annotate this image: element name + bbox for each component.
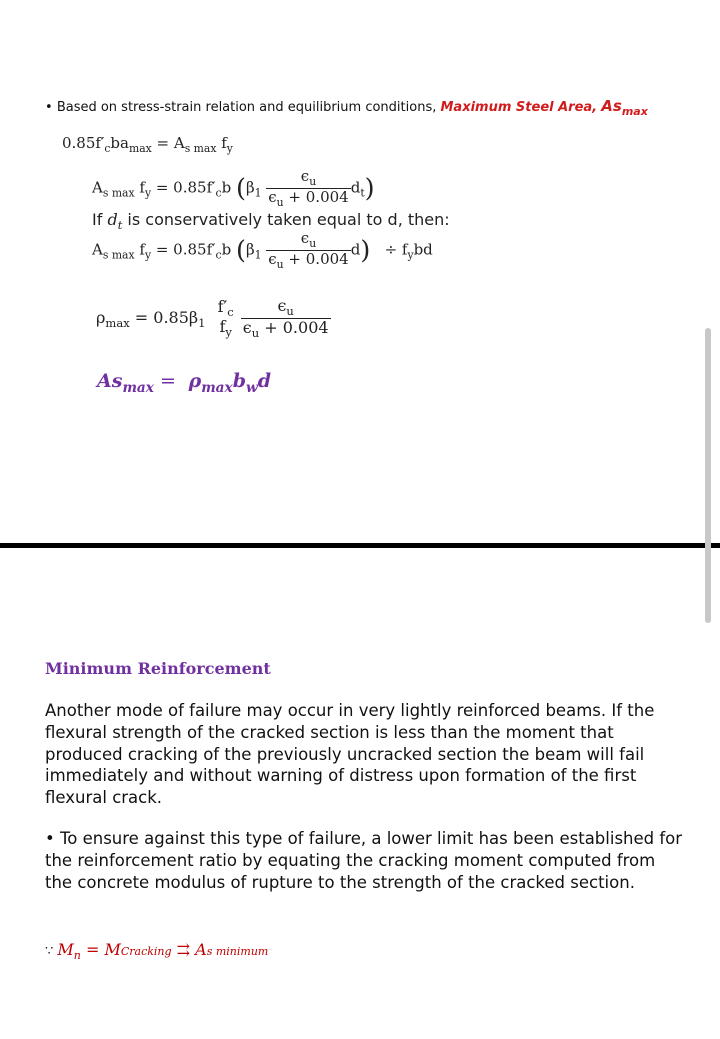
scrollbar-thumb[interactable] [705, 328, 711, 623]
section-heading: Minimum Reinforcement [45, 659, 271, 678]
failure-mode-paragraph: Another mode of failure may occur in very lightly reinforced beams. If the flexural strength of the cracked section is less than the moment that produced cracking of the previously uncracked section the beam will fail immediately and without warning of distress upon formation of the first flexural crack. [45, 701, 655, 808]
page-divider [0, 543, 720, 548]
intro-text: Based on stress-strain relation and equilibrium conditions, [56, 100, 437, 115]
strain-fraction: $\frac{\epsilon_u}{\epsilon_u + 0.004}$ [268, 167, 349, 209]
bullet-marker: • [45, 829, 55, 848]
as-max-symbol: $As_{max}$ [601, 97, 648, 118]
steel-force-equation-dt: $A_{s max}$ $f_y = 0.85f'_cb$ ($\beta_1$ $\frac{\epsilon_u}{\epsilon_u + 0.004}$ $d_t$) [92, 167, 375, 209]
intro-bullet [45, 97, 648, 118]
fc-fy-fraction: $f'_c$ $f_y$ [217, 296, 234, 340]
max-steel-area-label: Maximum Steel Area, [440, 100, 598, 115]
minimum-steel-condition: ∵ $M_n$ = MCracking ⇉ As minimum [45, 940, 269, 963]
strain-fraction: $\frac{\epsilon_u}{\epsilon_u + 0.004}$ [242, 296, 329, 341]
rho-max-equation: $\rho_{max} = 0.85\beta_1$ $f'_c$ $f_y$ $\frac{\epsilon_u}{\epsilon_u + 0.004}$ [96, 296, 329, 341]
strain-fraction: $\frac{\epsilon_u}{\epsilon_u + 0.004}$ [268, 229, 349, 271]
bullet-marker: • [45, 100, 53, 115]
equilibrium-equation: $0.85f'_cba_{max} = A_{s max}$ $f_y$ [62, 134, 233, 155]
steel-force-equation-d: $A_{s max}$ $f_y = 0.85f'_cb$ ($\beta_1$ $\frac{\epsilon_u}{\epsilon_u + 0.004}$ d) ÷ $f_ybd$ [92, 229, 433, 271]
as-max-equation: $As_{max} = \rho_{max}b_wd$ [97, 370, 272, 396]
assumption-text: If $d_t$ is conservatively taken equal to d, then: [92, 210, 450, 233]
lower-limit-paragraph: • To ensure against this type of failure, a lower limit has been established for the reinforcement ratio by equating the cracking moment computed from the concrete modulus of rupture to the strength of the cracked section. [45, 829, 683, 892]
